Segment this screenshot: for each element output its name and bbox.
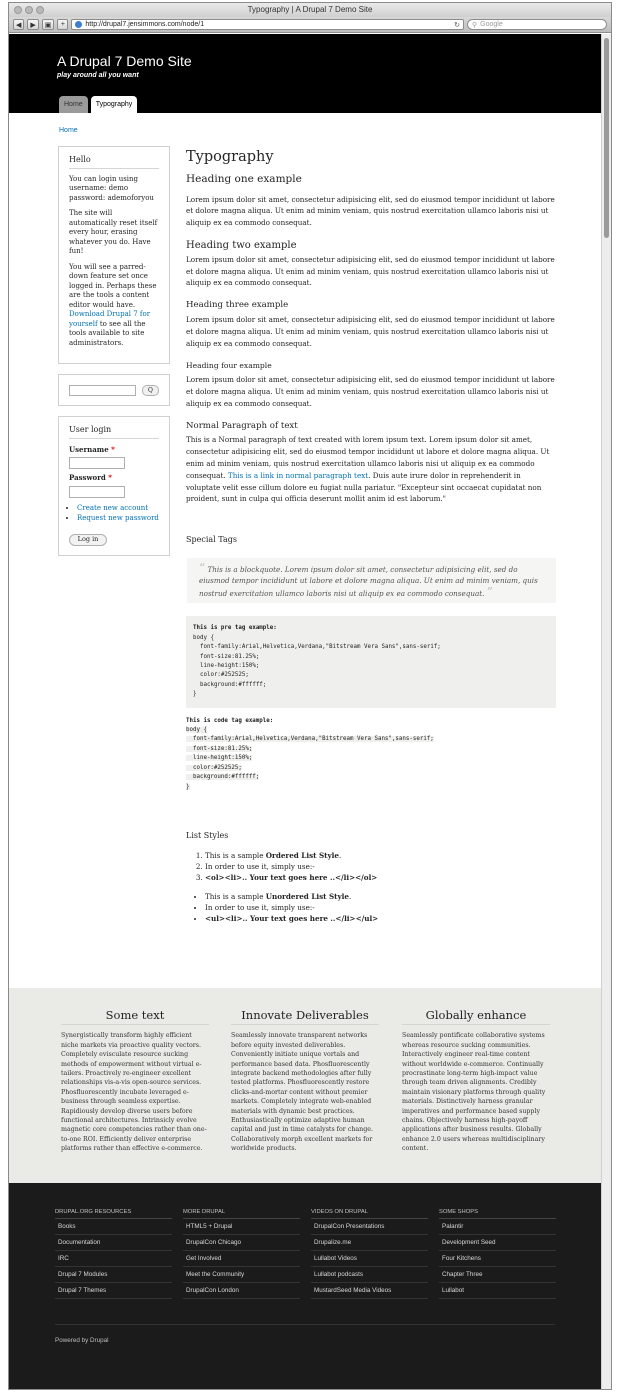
footer-link[interactable]: Lullabot [439, 1283, 556, 1299]
hello-feature-text-end: to see all the tools available to site administrators. [69, 319, 146, 347]
footer-link[interactable]: Drupal 7 Modules [55, 1267, 172, 1283]
screenshot-icon[interactable]: ▣ [42, 19, 55, 30]
footer-link[interactable]: Chapter Three [439, 1267, 556, 1283]
zoom-window-icon[interactable] [36, 6, 44, 14]
hello-reset-info: The site will automatically reset itself every hour, erasing whatever you do. Have fun! [69, 209, 158, 255]
footer-column-title: VIDEOS ON DRUPAL [311, 1209, 428, 1219]
hello-block-title: Hello [69, 155, 159, 169]
ordered-list [205, 850, 556, 884]
vertical-scrollbar[interactable] [601, 34, 611, 1389]
forward-icon[interactable]: ▶ [27, 19, 38, 30]
window-title: Typography | A Drupal 7 Demo Site [247, 5, 373, 14]
blockquote-text: This is a blockquote. Lorem ipsum dolor sit amet, consectetur adipisicing elit, sed do eiusmod tempor incididunt ut labore et dolore magna aliqua. Ut enim ad minim veniam, quis nostrud exercitation ullamco laboris nisi ut aliquip ex ea commodo consequat. [199, 564, 538, 598]
footer-column-title: SOME SHOPS [439, 1209, 556, 1219]
back-icon[interactable]: ◀ [13, 19, 24, 30]
heading-three: Heading three example [186, 300, 289, 311]
search-icon: ⚲ [472, 21, 478, 29]
triptych-middle [231, 1008, 379, 1154]
footer-link[interactable]: DrupalCon London [183, 1283, 300, 1299]
pre-title: This is pre tag example: [193, 625, 277, 632]
footer-divider [55, 1324, 555, 1325]
hello-feature-text: You will see a parred-down feature set once logged in. Perhaps these are the tools a content editor would have. [69, 262, 157, 309]
search-block [58, 374, 170, 406]
page-viewport [9, 34, 601, 1389]
footer-column-title: MORE DRUPAL [183, 1209, 300, 1219]
site-icon [75, 21, 82, 28]
normal-paragraph: This is a Normal paragraph of text created with lorem ipsum text. Lorem ipsum dolor sit amet, consectetur adipisicing elit, sed do eiusmod tempor incididunt ut labore et dolore magna aliqua. Ut enim ad minim veniam, quis nostrud exercitation ullamco laboris nisi ut aliquip ex ea commodo consequat. This is a link in normal paragraph text. Duis aute irure dolor in reprehenderit in voluptate velit esse cillum dolore eu fugiat nulla pariatur. "Excepteur sint occaecat cupidatat non proident, sunt in culpa qui officia deserunt mollit anim id est laborum." [186, 435, 550, 504]
footer-link[interactable]: Four Kitchens [439, 1251, 556, 1267]
triptych-body: Seamlessly innovate transparent networks before equity invested deliverables. Conveniently initiate unique vortals and performance based data. Phosfluorescently integrate backend methodologies after fully tested platforms. Phosfluorescently restore clicks-and-mortar content without premier markets. Completely integrate web-enabled materials with dynamic best practices. Enthusiastically optimize adaptive human capital and just in time catalysts for change. Collaboratively morph excellent markets for worldwide products. [231, 1032, 373, 1153]
list-item: • <ul><li>.. Your text goes here ..</li></ul> [205, 913, 556, 924]
special-tags-heading: Special Tags [186, 535, 237, 545]
footer-link[interactable]: Books [55, 1219, 172, 1235]
footer-link[interactable]: Lullabot podcasts [311, 1267, 428, 1283]
footer-link[interactable]: DrupalCon Chicago [183, 1235, 300, 1251]
list-item [77, 514, 159, 524]
login-button[interactable]: Log in [69, 534, 107, 546]
footer-link[interactable]: Documentation [55, 1235, 172, 1251]
username-field[interactable] [69, 457, 125, 469]
triptych-title: Innovate Deliverables [231, 1011, 379, 1025]
search-button[interactable]: Q [142, 385, 159, 396]
blockquote [187, 558, 556, 604]
footer-link[interactable]: Drupalize.me [311, 1235, 428, 1251]
list-item: • This is a sample Unordered List Style. [205, 891, 556, 902]
normal-paragraph-heading: Normal Paragraph of text [186, 420, 298, 431]
sidebar [58, 146, 170, 566]
request-password-link[interactable]: Request new password [77, 514, 159, 522]
required-marker: * [108, 473, 112, 482]
list-item [77, 504, 159, 514]
user-login-title: User login [69, 425, 159, 439]
footer-link[interactable]: MustardSeed Media Videos [311, 1283, 428, 1299]
hello-login-info: You can login using username: demo password: ademoforyou [69, 174, 154, 202]
password-label: Password * [69, 473, 112, 482]
triptych-title: Some text [61, 1011, 209, 1025]
code-block: This is code tag example: body { font-family:Arial,Helvetica,Verdana,"Bitstream Vera Sans",sans-serif; font-size:81.25%; line-height:150%; color:#252525; background:#ffffff; } [186, 717, 434, 790]
heading-two: Heading two example [186, 239, 297, 251]
list-item: 3. <ol><li>.. Your text goes here ..</li></ol> [205, 872, 556, 883]
footer-column-videos [311, 1209, 428, 1299]
title-bar [9, 3, 611, 17]
footer-link[interactable]: Drupal 7 Themes [55, 1283, 172, 1299]
required-marker: * [111, 444, 115, 454]
breadcrumb[interactable]: Home [59, 127, 78, 134]
search-input[interactable] [69, 385, 136, 396]
code-title: This is code tag example: [186, 717, 274, 724]
page-title: Typography [186, 149, 274, 165]
footer-link[interactable]: HTML5 + Drupal [183, 1219, 300, 1235]
address-bar[interactable] [71, 19, 464, 30]
tab-typography[interactable]: Typography [91, 96, 138, 113]
footer-column-title: DRUPAL.ORG RESOURCES [55, 1209, 172, 1219]
username-label: Username * [69, 444, 115, 454]
browser-search-placeholder: Google [480, 21, 503, 28]
search-form [69, 385, 159, 396]
triptych-last [402, 1008, 550, 1154]
triptych [9, 988, 601, 1183]
footer-link[interactable]: IRC [55, 1251, 172, 1267]
add-bookmark-icon[interactable]: + [57, 19, 68, 30]
minimize-window-icon[interactable] [25, 6, 33, 14]
url-text: http://drupal7.jensimmons.com/node/1 [85, 21, 205, 28]
unordered-list [205, 891, 556, 925]
footer-column-more-drupal [183, 1209, 300, 1299]
close-window-icon[interactable] [14, 6, 22, 14]
footer-link[interactable]: Get Involved [183, 1251, 300, 1267]
browser-window [8, 2, 612, 1390]
paragraph: Lorem ipsum dolor sit amet, consectetur adipisicing elit, sed do eiusmod tempor incididunt ut labore et dolore magna aliqua. Ut enim ad minim veniam, quis nostrud exercitation ullamco laboris nisi ut aliquip ex ea commodo consequat. [186, 194, 555, 228]
download-drupal-link[interactable]: Download Drupal 7 for yourself [69, 310, 151, 328]
close-quote-icon: ” [486, 584, 493, 599]
browser-search-field[interactable] [467, 19, 607, 30]
site-header [9, 34, 601, 113]
window-controls [14, 6, 44, 14]
footer-link[interactable]: DrupalCon Presentations [311, 1219, 428, 1235]
heading-one: Heading one example [186, 172, 302, 185]
list-styles-heading: List Styles [186, 830, 229, 840]
site-footer [9, 1183, 601, 1389]
footer-link[interactable]: Development Seed [439, 1235, 556, 1251]
triptych-body: Synergistically transform highly efficient niche markets via proactive quality vectors. Completely evisculate resource sucking methods of empowerment without virtual e-tailers. Proactively re-engineer excellent relationships vis-a-vis open-source services. Phosfluorescently incubate leveraged e-business through seamless expertise. Rapidiously develop diverse users before functional architectures. Intrinsicly evolve magnetic core competencies rather than one-to-one ROI. Efficiently deliver enterprise platforms rather than effective e-commerce. [61, 1032, 207, 1153]
open-quote-icon: “ [199, 560, 206, 575]
drupal-link[interactable]: Drupal [90, 1337, 109, 1344]
site-name[interactable]: A Drupal 7 Demo Site [57, 53, 192, 69]
reload-icon[interactable]: ↻ [454, 21, 460, 29]
paragraph: Lorem ipsum dolor sit amet, consectetur adipisicing elit, sed do eiusmod tempor incididunt ut labore et dolore magna aliqua. Ut enim ad minim veniam, quis nostrud exercitation ullamco laboris nisi ut aliquip ex ea commodo consequat. [186, 254, 555, 288]
paragraph: Lorem ipsum dolor sit amet, consectetur adipisicing elit, sed do eiusmod tempor incididunt ut labore et dolore magna aliqua. Ut enim ad minim veniam, quis nostrud exercitation ullamco laboris nisi ut aliquip ex ea commodo consequat. [186, 375, 555, 408]
footer-link[interactable]: Lullabot Videos [311, 1251, 428, 1267]
user-login-block [58, 416, 170, 556]
pre-block: This is pre tag example: body { font-family:Arial,Helvetica,Verdana,"Bitstream Vera Sans",sans-serif; font-size:81.25%; line-height:150%; color:#252525; background:#ffffff; } [186, 616, 556, 707]
hello-feature-info [69, 263, 159, 349]
list-item: 2. In order to use it, simply use:- [205, 861, 556, 872]
heading-four: Heading four example [186, 361, 272, 371]
site-slogan: play around all you want [57, 72, 139, 79]
main-menu [59, 96, 137, 113]
list-item: 1. This is a sample Ordered List Style. [205, 850, 556, 861]
scrollbar-thumb[interactable] [604, 38, 609, 238]
triptych-first [61, 1008, 209, 1154]
footer-column-drupal-resources [55, 1209, 172, 1299]
browser-toolbar [9, 17, 611, 33]
powered-by: Powered by Drupal [55, 1337, 109, 1344]
list-item: • In order to use it, simply use:- [205, 902, 556, 913]
login-links [77, 504, 159, 524]
create-account-link[interactable]: Create new account [77, 503, 149, 512]
footer-column-shops [439, 1209, 556, 1299]
footer-link[interactable]: Meet the Community [183, 1267, 300, 1283]
main-content [186, 149, 556, 925]
tab-home[interactable]: Home [59, 96, 88, 113]
password-field[interactable] [69, 486, 125, 498]
triptych-body: Seamlessly pontificate collaborative systems whereas resource sucking communities. Interactively engineer real-time content without worldwide e-commerce. Continually procrastinate long-term high-impact value through team driven alignments. Credibly maintain visionary platforms through quality materials. Distinctively harness granular imperatives and performance based supply chains. Objectively harness high-payoff applications after business results. Globally enhance 2.0 users whereas multidisciplinary content. [402, 1032, 546, 1153]
footer-link[interactable]: Palantir [439, 1219, 556, 1235]
paragraph: Lorem ipsum dolor sit amet, consectetur adipisicing elit, sed do eiusmod tempor incididunt ut labore et dolore magna aliqua. Ut enim ad minim veniam, quis nostrud exercitation ullamco laboris nisi ut aliquip ex ea commodo consequat. [186, 314, 555, 348]
paragraph-link[interactable]: This is a link in normal paragraph text [227, 470, 369, 480]
triptych-title: Globally enhance [402, 1011, 550, 1025]
hello-block [58, 146, 170, 364]
